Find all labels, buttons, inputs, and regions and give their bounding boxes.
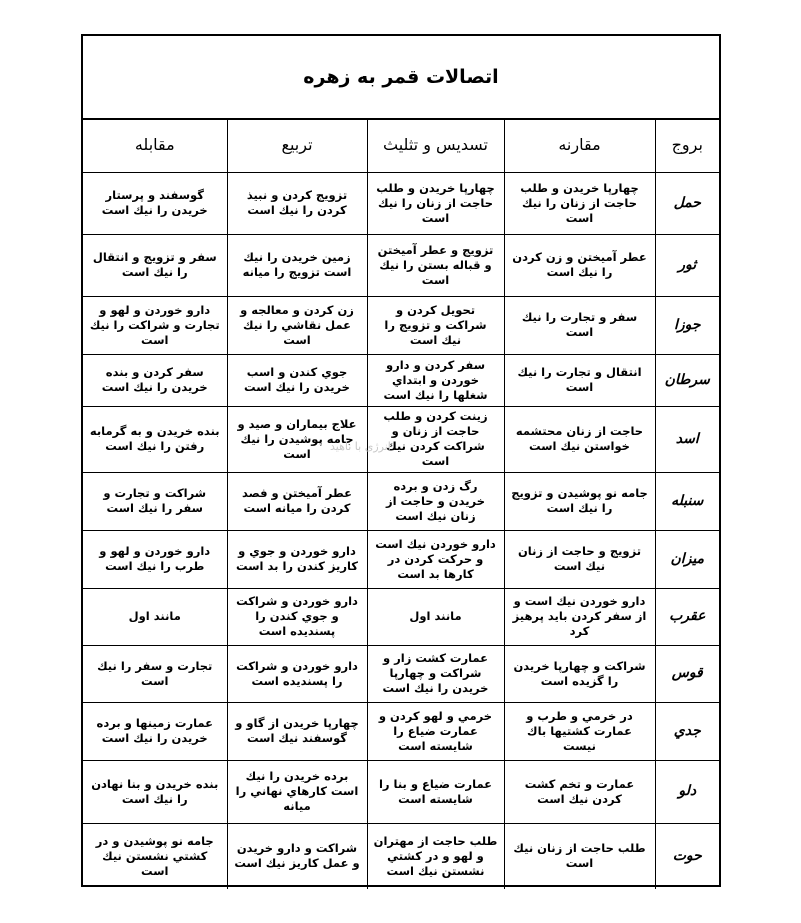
conjunction-cell: عطر آمیختن و زن كردن را نیك است — [504, 234, 655, 296]
opposition-cell: دارو خوردن و لهو و طرب را نیك است — [83, 530, 227, 588]
sign-cell: سنبله — [655, 472, 719, 530]
table-row — [83, 530, 719, 588]
table-row — [83, 296, 719, 354]
table-row — [83, 823, 719, 889]
header-opposition: مقابله — [83, 118, 227, 172]
square-cell: شراكت و دارو خریدن و عمل كاریز نیك است — [227, 823, 367, 889]
table-row — [83, 406, 719, 472]
sextile-trine-cell: عمارت كشت زار و شراكت و چهارپا خریدن را نیك است — [367, 645, 504, 702]
sign-cell: سرطان — [655, 354, 719, 406]
conjunction-cell: جامه نو پوشیدن و تزویج را نیك است — [504, 472, 655, 530]
sextile-trine-cell: تزویج و عطر آمیختن و قباله بستن را نیك است — [367, 234, 504, 296]
conjunction-cell: دارو خوردن نیك است و از سفر كردن باید پرهیز كرد — [504, 588, 655, 645]
table-row — [83, 172, 719, 234]
header-conjunction: مقارنه — [504, 118, 655, 172]
conjunction-cell: سفر و تجارت را نیك است — [504, 296, 655, 354]
sextile-trine-cell: خرمي و لهو كردن و عمارت ضیاع را شایسته است — [367, 702, 504, 760]
table-title: اتصالات قمر به زهره — [83, 36, 719, 120]
sextile-trine-cell: رگ زدن و برده خریدن و حاجت از زنان نیك است — [367, 472, 504, 530]
conjunction-cell: طلب حاجت از زنان نیك است — [504, 823, 655, 889]
sextile-trine-cell: سفر كردن و دارو خوردن و ابتداي شغلها را نیك است — [367, 354, 504, 406]
opposition-cell: سفر و تزویج و انتقال را نیك است — [83, 234, 227, 296]
square-cell: دارو خوردن و شراكت و جوي كندن را پسندیده است — [227, 588, 367, 645]
sign-cell: اسد — [655, 406, 719, 472]
table-row — [83, 588, 719, 645]
conjunction-cell: انتقال و تجارت را نیك است — [504, 354, 655, 406]
square-cell: چهارپا خریدن از گاو و گوسفند نیك است — [227, 702, 367, 760]
square-cell: دارو خوردن و شراكت را پسندیده است — [227, 645, 367, 702]
opposition-cell: عمارت زمینها و برده خریدن را نیك است — [83, 702, 227, 760]
sign-cell: میزان — [655, 530, 719, 588]
square-cell: تزویج كردن و نبیذ كردن را نیك است — [227, 172, 367, 234]
opposition-cell: بنده خریدن و بنا نهادن را نیك است — [83, 760, 227, 823]
sextile-trine-cell: چهارپا خریدن و طلب حاجت از زنان را نیك است — [367, 172, 504, 234]
aspects-table — [83, 118, 719, 889]
table-row — [83, 472, 719, 530]
sextile-trine-cell: زینت كردن و طلب حاجت از زنان و شراكت كردن نیك است — [367, 406, 504, 472]
table-row — [83, 645, 719, 702]
conjunction-cell: تزویج و حاجت از زنان نیك است — [504, 530, 655, 588]
table-row — [83, 702, 719, 760]
opposition-cell: دارو خوردن و لهو و تجارت و شراكت را نیك است — [83, 296, 227, 354]
square-cell: جوي كندن و اسب خریدن را نیك است — [227, 354, 367, 406]
square-cell: زن كردن و معالجه و عمل نقاشي را نیك است — [227, 296, 367, 354]
header-sign: بروج — [655, 118, 719, 172]
opposition-cell: سفر كردن و بنده خریدن را نیك است — [83, 354, 227, 406]
opposition-cell: شراكت و تجارت و سفر را نیك است — [83, 472, 227, 530]
header-square: تربیع — [227, 118, 367, 172]
sign-cell: حمل — [655, 172, 719, 234]
sign-cell: ثور — [655, 234, 719, 296]
sign-cell: جدي — [655, 702, 719, 760]
conjunction-cell: شراكت و چهارپا خریدن را گزیده است — [504, 645, 655, 702]
table-row — [83, 760, 719, 823]
square-cell: علاج بیماران و صید و جامه پوشیدن را نیك است — [227, 406, 367, 472]
sextile-trine-cell: طلب حاجت از مهتران و لهو و در كشتي نشستن نیك است — [367, 823, 504, 889]
opposition-cell: گوسفند و پرستار خریدن را نیك است — [83, 172, 227, 234]
watermark: انرژی با ناهید — [330, 440, 391, 453]
opposition-cell: بنده خریدن و به گرمابه رفتن را نیك است — [83, 406, 227, 472]
sextile-trine-cell: عمارت ضیاع و بنا را شایسته است — [367, 760, 504, 823]
sign-cell: حوت — [655, 823, 719, 889]
sextile-trine-cell: مانند اول — [367, 588, 504, 645]
opposition-cell: تجارت و سفر را نیك است — [83, 645, 227, 702]
header-row — [83, 118, 719, 172]
opposition-cell: مانند اول — [83, 588, 227, 645]
square-cell: زمین خریدن را نیك است تزویج را میانه — [227, 234, 367, 296]
sign-cell: جوزا — [655, 296, 719, 354]
sextile-trine-cell: تحویل كردن و شراكت و تزویج را نیك است — [367, 296, 504, 354]
square-cell: برده خریدن را نیك است كارهاي نهاني را میانه — [227, 760, 367, 823]
header-sextile-trine: تسدیس و تثلیث — [367, 118, 504, 172]
table-frame — [81, 34, 721, 887]
conjunction-cell: چهارپا خریدن و طلب حاجت از زنان را نیك است — [504, 172, 655, 234]
opposition-cell: جامه نو پوشیدن و در كشتي نشستن نیك است — [83, 823, 227, 889]
sextile-trine-cell: دارو خوردن نیك است و حركت كردن در كارها بد است — [367, 530, 504, 588]
table-row — [83, 234, 719, 296]
sign-cell: عقرب — [655, 588, 719, 645]
conjunction-cell: حاجت از زنان محتشمه خواستن نیك است — [504, 406, 655, 472]
table-row — [83, 354, 719, 406]
square-cell: دارو خوردن و جوي و كاریز كندن را بد است — [227, 530, 367, 588]
conjunction-cell: در خرمي و طرب و عمارت كشتیها باك نیست — [504, 702, 655, 760]
square-cell: عطر آمیختن و فصد كردن را میانه است — [227, 472, 367, 530]
table-body — [83, 172, 719, 889]
sign-cell: دلو — [655, 760, 719, 823]
conjunction-cell: عمارت و تخم كشت كردن نیك است — [504, 760, 655, 823]
sign-cell: قوس — [655, 645, 719, 702]
